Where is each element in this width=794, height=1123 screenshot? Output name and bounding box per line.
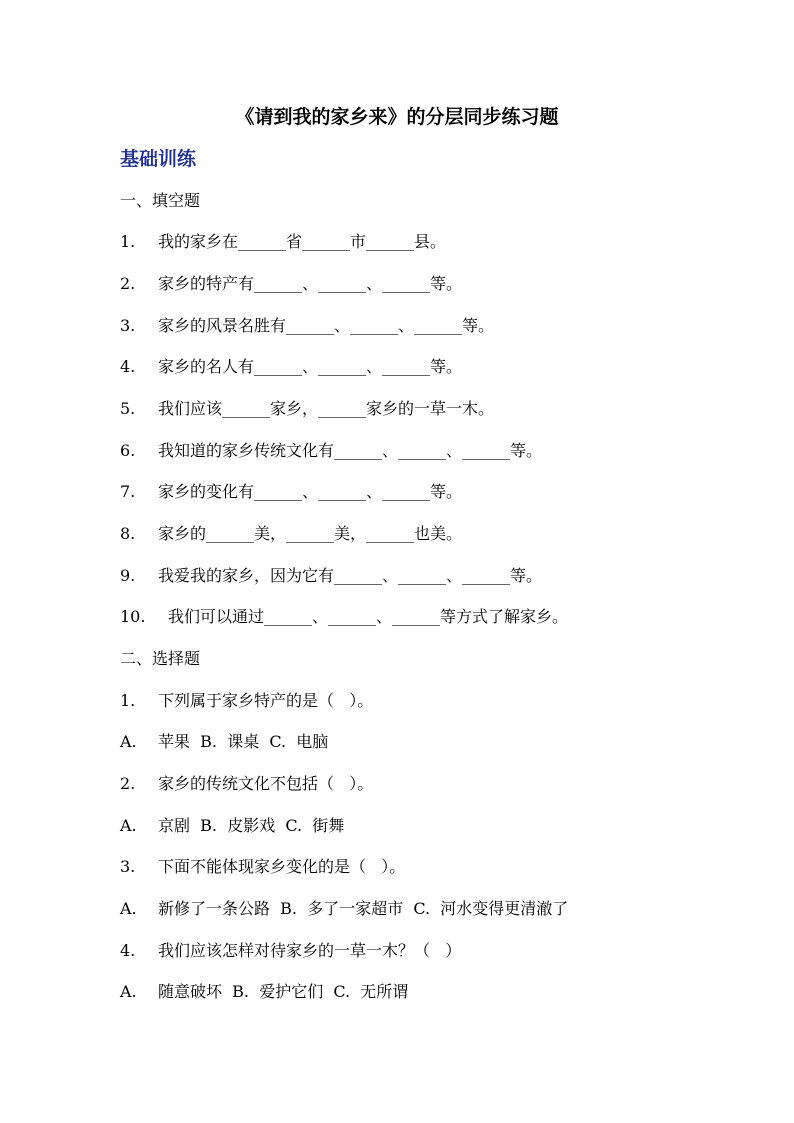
fill-item-7 (120, 481, 462, 503)
choice-options-3 (120, 898, 568, 920)
options-text: 新修了一条公路 B. 多了一家超市 C. 河水变得更清澈了 (158, 899, 569, 918)
option-label: A. (120, 732, 137, 751)
fill-item-9 (120, 565, 542, 587)
level-heading: 基础训练 (120, 148, 197, 170)
item-number: 4. (120, 941, 136, 960)
item-number: 6. (120, 441, 136, 460)
item-number: 4. (120, 357, 136, 376)
question-text: 家乡的传统文化不包括（ ）。 (158, 774, 374, 793)
item-text: 家乡的______美，______美，______也美。 (158, 524, 463, 543)
item-text: 家乡的风景名胜有______、______、______等。 (158, 316, 495, 335)
question-text: 我们应该怎样对待家乡的一草一木？（ ） (158, 941, 462, 960)
item-number: 1. (120, 232, 136, 251)
item-number: 2. (120, 774, 136, 793)
item-number: 3. (120, 316, 136, 335)
fill-item-4 (120, 356, 462, 378)
choice-question-4 (120, 940, 461, 962)
fill-item-2 (120, 273, 462, 295)
option-label: A. (120, 816, 137, 835)
choice-question-3 (120, 856, 405, 878)
option-label: A. (120, 982, 137, 1001)
fill-item-1 (120, 231, 446, 253)
item-text: 我爱我的家乡，因为它有______、______、______等。 (158, 566, 543, 585)
item-text: 家乡的变化有______、______、______等。 (158, 482, 463, 501)
question-text: 下列属于家乡特产的是（ ）。 (158, 691, 374, 710)
item-number: 8. (120, 524, 136, 543)
options-text: 苹果 B. 课桌 C. 电脑 (158, 732, 329, 751)
choice-section-heading: 二、选择题 (120, 649, 201, 668)
option-label: A. (120, 899, 137, 918)
item-number: 10. (120, 607, 146, 626)
item-text: 家乡的名人有______、______、______等。 (158, 357, 463, 376)
item-number: 7. (120, 482, 136, 501)
item-number: 2. (120, 274, 136, 293)
choice-question-2 (120, 773, 373, 795)
item-text: 我们可以通过______、______、______等方式了解家乡。 (168, 607, 569, 626)
choice-question-1 (120, 690, 373, 712)
item-text: 我知道的家乡传统文化有______、______、______等。 (158, 441, 543, 460)
item-text: 家乡的特产有______、______、______等。 (158, 274, 463, 293)
options-text: 京剧 B. 皮影戏 C. 街舞 (158, 816, 345, 835)
question-text: 下面不能体现家乡变化的是（ ）。 (158, 857, 406, 876)
item-number: 5. (120, 399, 136, 418)
fill-item-5 (120, 398, 494, 420)
fill-item-10 (120, 606, 568, 628)
item-text: 我们应该______家乡，______家乡的一草一木。 (158, 399, 495, 418)
options-text: 随意破坏 B. 爱护它们 C. 无所谓 (158, 982, 409, 1001)
item-number: 1. (120, 691, 136, 710)
item-number: 9. (120, 566, 136, 585)
choice-options-2 (120, 815, 344, 837)
item-number: 3. (120, 857, 136, 876)
item-text: 我的家乡在______省______市______县。 (158, 232, 447, 251)
fill-item-3 (120, 315, 494, 337)
fill-section-heading: 一、填空题 (120, 191, 201, 210)
choice-options-4 (120, 981, 408, 1003)
fill-item-6 (120, 440, 542, 462)
fill-item-8 (120, 523, 462, 545)
document-title: 《请到我的家乡来》的分层同步练习题 (235, 106, 559, 128)
choice-options-1 (120, 731, 328, 753)
